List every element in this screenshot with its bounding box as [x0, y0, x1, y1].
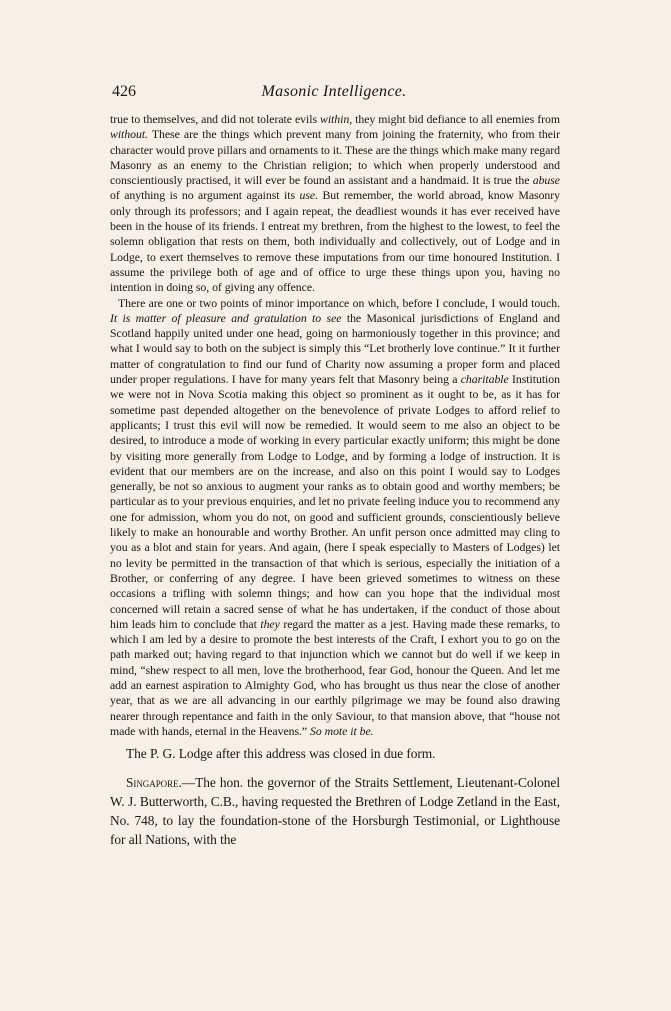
paragraph-singapore: Singapore.—The hon. the governor of the Straits Settlement, Lieutenant-Colonel W. J. Butterworth, C.B., having requested the Brethren of Lodge Zetland in the East, No. 748, to lay the foundation-stone of the Horsburgh Testimonial, or Lighthouse for all Nations, with the	[110, 775, 560, 848]
running-title: Masonic Intelligence.	[261, 83, 407, 100]
place-heading: Singapore.	[126, 775, 182, 791]
closing-line: The P. G. Lodge after this address was closed in due form.	[126, 746, 436, 762]
paragraph-minor-points: There are one or two points of minor importance on which, before I conclude, I would touch. It is matter of pleasure and gratulation to see the Masonical jurisdictions of England and Scotland happily united under one head, going on harmoniously together in this province; and what I would say to both on the subject is simply this “Let brotherly love continue.” It it further matter of congratulation to find our fund of Charity now assuming a proper form and placed under proper regulations. I have for many years felt that Masonry being a charitable Institution we were not in Nova Scotia making this object so prominent as it ought to be, as it has for sometime past depended altogether on the benevolence of private Lodges to afford relief to applicants; I trust this evil will now be remedied. It would seem to me also an object to be desired, to introduce a mode of working in every particular exactly uniform; this might be done by visiting more generally from Lodge to Lodge, and by forming a lodge of instruction. It is evident that our members are on the increase, and also on this point I would say to Lodges generally, be not so anxious to augment your ranks as to obtain good and worthy members; be particular as to your previous enquiries, and let no private feeling induce you to recommend any one for admission, whom you do not, on good and sufficient grounds, conscientiously believe likely to make an honourable and worthy Brother. An unfit person once admitted may cling to you as a blot and stain for years. And again, (here I speak especially to Masters of Lodges) let no levity be permitted in the transaction of that which is serious, especially the initiation of a Brother, or conferring of any degree. I have been grieved sometimes to witness on these occasions a trifling with solemn things; and how can you hope that the individual most concerned will retain a sacred sense of what he has undertaken, if the conduct of those about him leads him to conclude that they regard the matter as a jest. Having made these remarks, to which I am led by a desire to promote the best interests of the Craft, I exhort you to go on the path marked out; having regard to that injunction which we cannot but do well if we keep in mind, “shew respect to all men, love the brotherhood, fear God, honour the Queen. And let me add an earnest aspiration to Almighty God, who has brought us thus near the close of another year, that as we are all advancing in our earthly pilgrimage we may be found also drawing nearer through repentance and faith in the only Saviour, to that mansion above, that “house not made with hands, eternal in the Heavens.” So mote it be.	[110, 295, 560, 738]
page-number: 426	[112, 83, 136, 100]
paragraph-abuse-of-masonry: true to themselves, and did not tolerate evils within, they might bid defiance to all enemies from without. These are the things which prevent many from joining the fraternity, who from their character would prove pillars and ornaments to it. These are the things which make many regard Masonry as an enemy to the Christian religion; to which when properly understood and conscientiously practised, it will ever be found an assistant and a handmaid. It is true the abuse of anything is no argument against its use. But remember, the world abroad, know Masonry only through its professors; and I again repeat, the deadliest wounds it has ever received have been in the house of its friends. I entreat my brethren, from the highest to the lowest, to feel the solemn obligation that rests on them, both individually and collectively, out of Lodge and in Lodge, to exert themselves to remove these imputations from our time honoured Institution. I assume the privilege both of age and of office to urge these things upon you, having no intention in doing so, of giving any offence.	[110, 112, 560, 295]
article-body	[110, 112, 560, 849]
